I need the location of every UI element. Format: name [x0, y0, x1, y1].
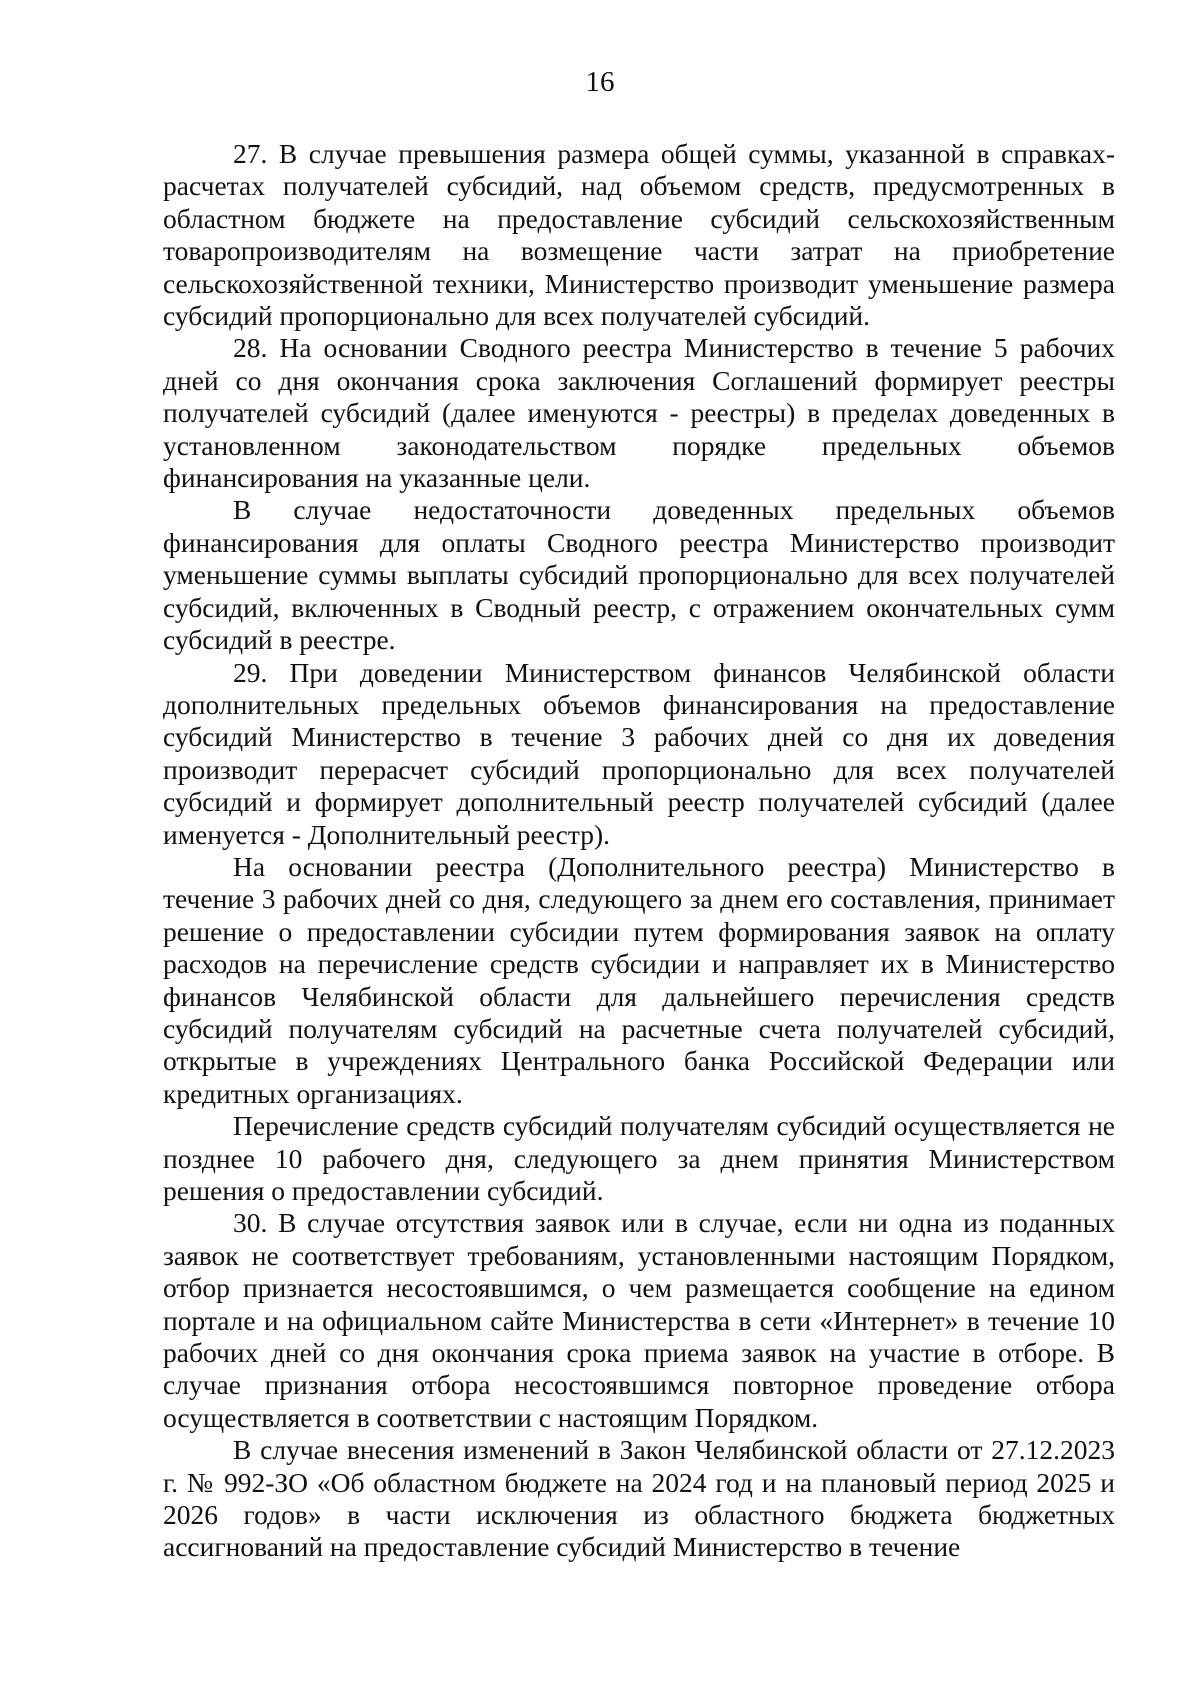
page-number: 16 — [585, 66, 615, 98]
paragraph-29: 29. При доведении Министерством финансов Челябинской области дополнительных предельных объемов финансирования на предоставление субсидий Министерство в течение 3 рабочих дней со дня их доведения производит перерасчет субсидий пропорционально для всех получателей субсидий и формирует дополнительный реестр получателей субсидий (далее именуется - Дополнительный реестр). — [163, 656, 1115, 850]
paragraph-30: 30. В случае отсутствия заявок или в случае, если ни одна из поданных заявок не соответствует требованиям, установленными настоящим Порядком, отбор признается несостоявшимся, о чем размещается сообщение на едином портале и на официальном сайте Министерства в сети «Интернет» в течение 10 рабочих дней со дня окончания срока приема заявок на участие в отборе. В случае признания отбора несостоявшимся повторное проведение отбора осуществляется в соответствии с настоящим Порядком. — [163, 1207, 1115, 1433]
paragraph-28-insufficient-funding: В случае недостаточности доведенных предельных объемов финансирования для оплаты Сводного реестра Министерство производит уменьшение суммы выплаты субсидий пропорционально для всех получателей субсидий, включенных в Сводный реестр, с отражением окончательных сумм субсидий в реестре. — [163, 494, 1115, 656]
paragraph-30-law-amendment: В случае внесения изменений в Закон Челябинской области от 27.12.2023 г. № 992-ЗО «Об областном бюджете на 2024 год и на плановый период 2025 и 2026 годов» в части исключения из областного бюджета бюджетных ассигнований на предоставление субсидий Министерство в течение — [163, 1434, 1115, 1563]
paragraph-29-transfer-deadline: Перечисление средств субсидий получателям субсидий осуществляется не позднее 10 рабочего дня, следующего за днем принятия Министерством решения о предоставлении субсидий. — [163, 1110, 1115, 1206]
document-body — [163, 138, 1115, 1564]
paragraph-29-registry-decision: На основании реестра (Дополнительного реестра) Министерство в течение 3 рабочих дней со дня, следующего за днем его составления, принимает решение о предоставлении субсидии путем формирования заявок на оплату расходов на перечисление средств субсидии и направляет их в Министерство финансов Челябинской области для дальнейшего перечисления средств субсидий получателям субсидий на расчетные счета получателей субсидий, открытые в учреждениях Центрального банка Российской Федерации или кредитных организациях. — [163, 850, 1115, 1109]
paragraph-27: 27. В случае превышения размера общей суммы, указанной в справках-расчетах получателей субсидий, над объемом средств, предусмотренных в областном бюджете на предоставление субсидий сельскохозяйственным товаропроизводителям на возмещение части затрат на приобретение сельскохозяйственной техники, Министерство производит уменьшение размера субсидий пропорционально для всех получателей субсидий. — [163, 138, 1115, 332]
paragraph-28: 28. На основании Сводного реестра Министерство в течение 5 рабочих дней со дня окончания срока заключения Соглашений формирует реестры получателей субсидий (далее именуются - реестры) в пределах доведенных в установленном законодательством порядке предельных объемов финансирования на указанные цели. — [163, 332, 1115, 494]
